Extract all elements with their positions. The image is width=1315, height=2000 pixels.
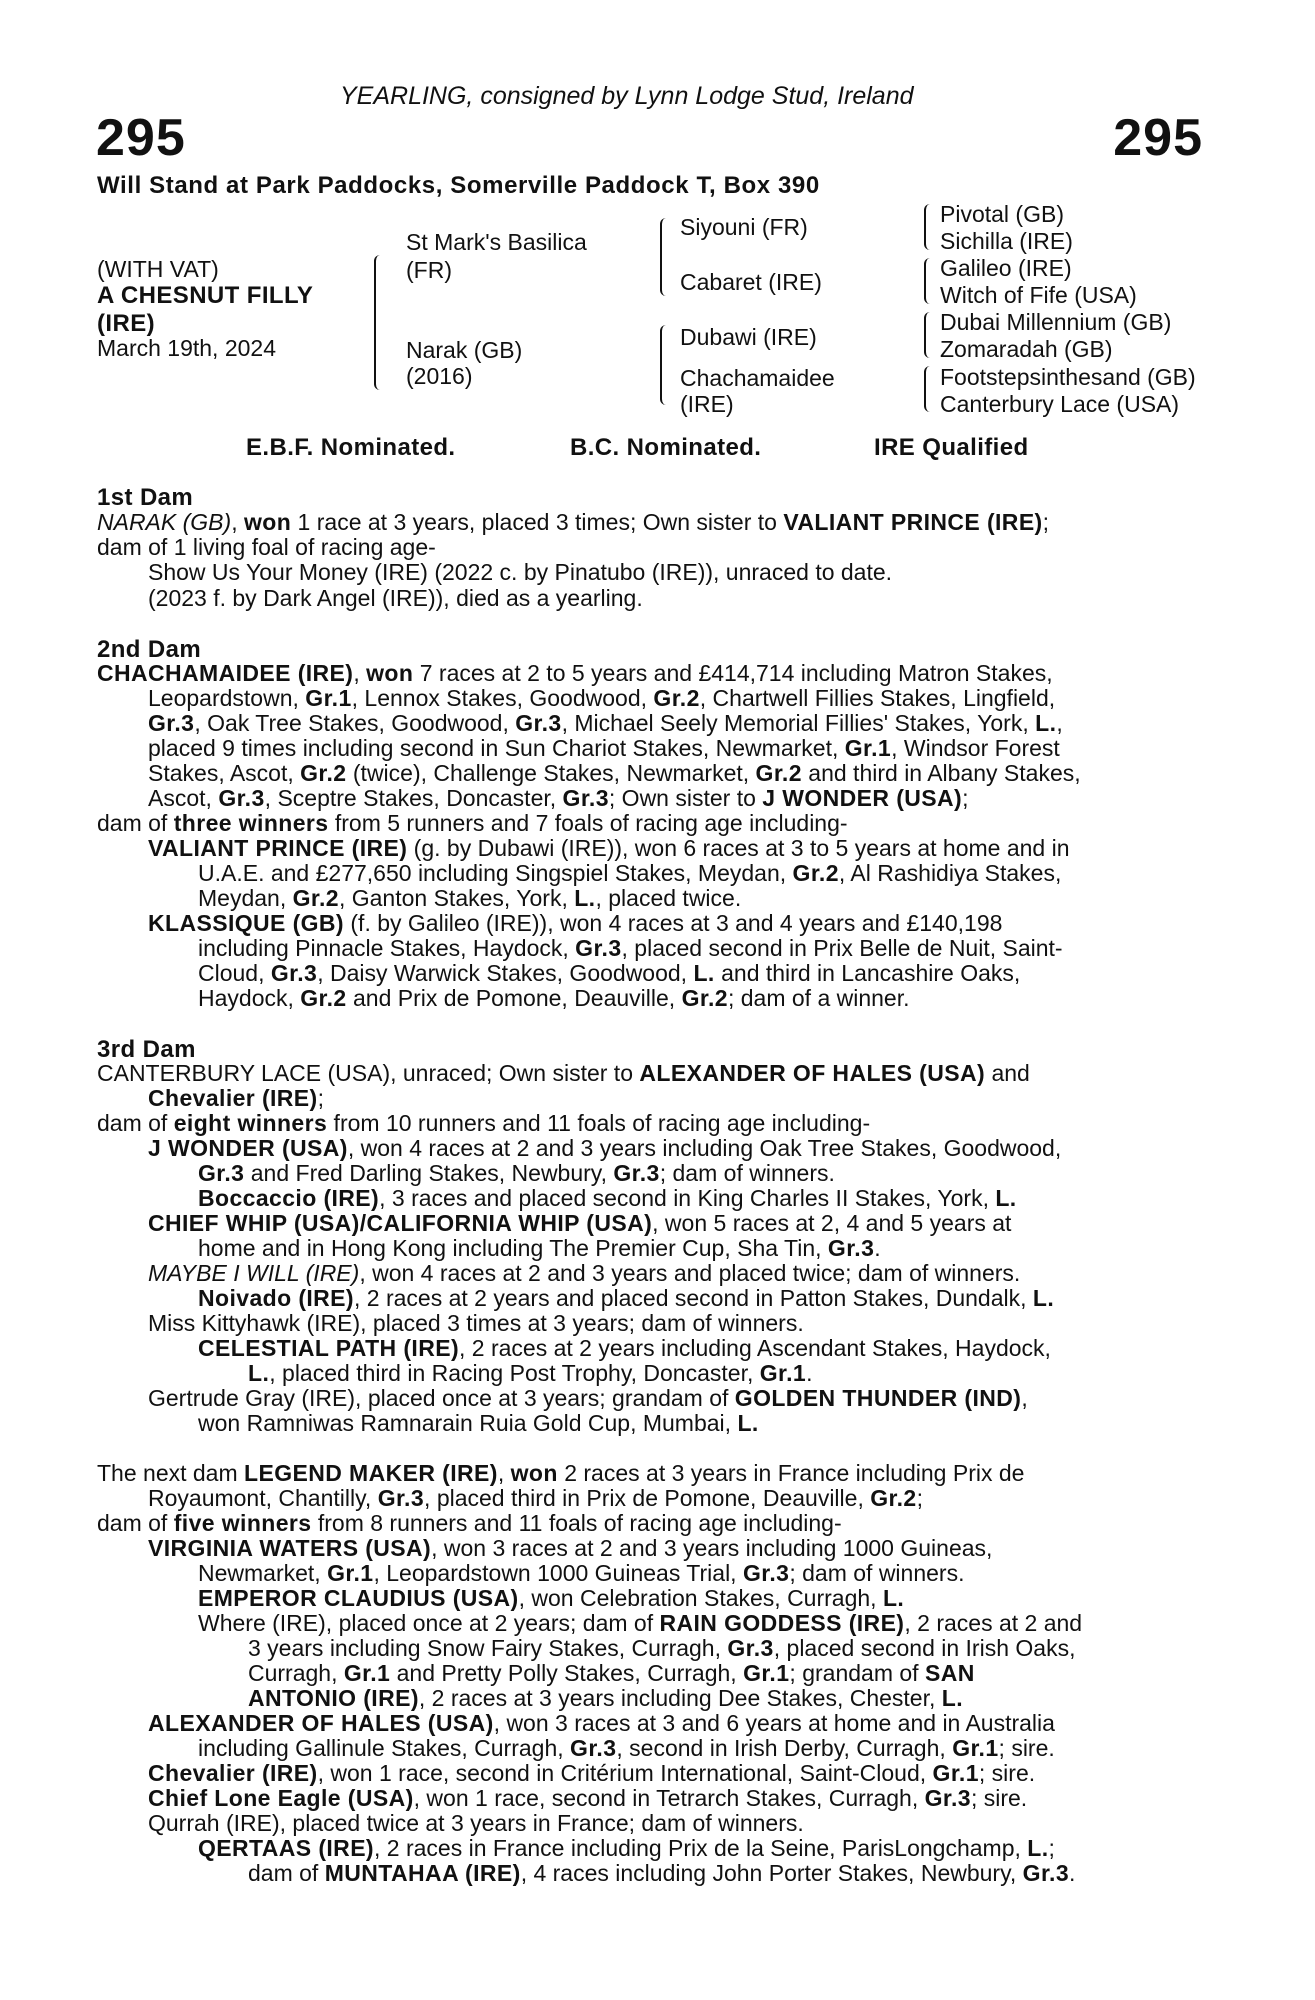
list-item: Chief Lone Eagle (USA), won 1 race, second in Tetrarch Stakes, Curragh, Gr.3; sire. bbox=[148, 1785, 1028, 1811]
vat-note: (WITH VAT) bbox=[97, 256, 219, 282]
ancestor-8: Canterbury Lace (USA) bbox=[940, 391, 1180, 417]
sires-sire: Siyouni (FR) bbox=[680, 214, 808, 240]
horse-name: A CHESNUT FILLY bbox=[97, 282, 314, 309]
brace-g12 bbox=[924, 204, 934, 250]
list-item: Noivado (IRE), 2 races at 2 years and placed second in Patton Stakes, Dundalk, L. bbox=[198, 1285, 1055, 1311]
list-item: J WONDER (USA), won 4 races at 2 and 3 years including Oak Tree Stakes, Goodwood, bbox=[148, 1135, 1062, 1161]
dams-dam: Chachamaidee bbox=[680, 365, 835, 391]
ancestor-5: Dubai Millennium (GB) bbox=[940, 309, 1172, 335]
dam-year: (2016) bbox=[406, 363, 473, 389]
bc-nomination: B.C. Nominated. bbox=[570, 434, 762, 461]
ancestor-3: Galileo (IRE) bbox=[940, 255, 1072, 281]
dam: Narak (GB) bbox=[406, 337, 523, 363]
consignment-header: YEARLING, consigned by Lynn Lodge Stud, Ireland bbox=[340, 82, 914, 110]
second-dam-text: CHACHAMAIDEE (IRE), won 7 races at 2 to 5 years and £414,714 including Matron Stakes, bbox=[97, 660, 1053, 686]
list-item: EMPEROR CLAUDIUS (USA), won Celebration Stakes, Curragh, L. bbox=[198, 1585, 905, 1611]
list-item: Chevalier (IRE), won 1 race, second in Critérium International, Saint-Cloud, Gr.1; sire. bbox=[148, 1760, 1036, 1786]
list-item: Gertrude Gray (IRE), placed once at 3 years; grandam of GOLDEN THUNDER (IND), bbox=[148, 1385, 1028, 1411]
dams-sire: Dubawi (IRE) bbox=[680, 324, 817, 350]
stand-location: Will Stand at Park Paddocks, Somerville Paddock T, Box 390 bbox=[97, 172, 820, 199]
first-dam-heading: 1st Dam bbox=[97, 484, 194, 511]
list-item: VALIANT PRINCE (IRE) (g. by Dubawi (IRE)), won 6 races at 3 to 5 years at home and in bbox=[148, 835, 1070, 861]
lot-number-right: 295 bbox=[1113, 109, 1203, 167]
lot-number-left: 295 bbox=[96, 109, 186, 167]
list-item: CHIEF WHIP (USA)/CALIFORNIA WHIP (USA), won 5 races at 2, 4 and 5 years at bbox=[148, 1210, 1012, 1236]
list-item: MAYBE I WILL (IRE), won 4 races at 2 and 3 years and placed twice; dam of winners. bbox=[148, 1260, 1021, 1286]
ebf-nomination: E.B.F. Nominated. bbox=[246, 434, 456, 461]
ancestor-4: Witch of Fife (USA) bbox=[940, 282, 1137, 308]
ancestor-6: Zomaradah (GB) bbox=[940, 336, 1113, 362]
list-item: QERTAAS (IRE), 2 races in France including Prix de la Seine, ParisLongchamp, L.; bbox=[198, 1835, 1055, 1861]
list-item: Miss Kittyhawk (IRE), placed 3 times at 3 years; dam of winners. bbox=[148, 1310, 804, 1336]
next-dam-text: The next dam LEGEND MAKER (IRE), won 2 races at 3 years in France including Prix de bbox=[97, 1460, 1025, 1486]
list-item: ALEXANDER OF HALES (USA), won 3 races at 3 and 6 years at home and in Australia bbox=[148, 1710, 1055, 1736]
brace-sire-line bbox=[660, 218, 670, 296]
brace-dam-line bbox=[660, 325, 670, 405]
list-item: VIRGINIA WATERS (USA), won 3 races at 2 and 3 years including 1000 Guineas, bbox=[148, 1535, 993, 1561]
second-dam-heading: 2nd Dam bbox=[97, 636, 202, 663]
foaling-date: March 19th, 2024 bbox=[97, 335, 277, 361]
list-item: Show Us Your Money (IRE) (2022 c. by Pinatubo (IRE)), unraced to date. bbox=[148, 559, 893, 585]
list-item: KLASSIQUE (GB) (f. by Galileo (IRE)), won 4 races at 3 and 4 years and £140,198 bbox=[148, 910, 1003, 936]
dams-dam-country: (IRE) bbox=[680, 391, 734, 417]
ancestor-7: Footstepsinthesand (GB) bbox=[940, 364, 1196, 390]
sire-country: (FR) bbox=[406, 257, 452, 283]
brace-g56 bbox=[924, 312, 934, 358]
sires-dam: Cabaret (IRE) bbox=[680, 269, 822, 295]
third-dam-text: CANTERBURY LACE (USA), unraced; Own sister to ALEXANDER OF HALES (USA) and bbox=[97, 1060, 1030, 1086]
list-item: (2023 f. by Dark Angel (IRE)), died as a yearling. bbox=[148, 585, 643, 611]
sire: St Mark's Basilica bbox=[406, 229, 587, 255]
list-item: Qurrah (IRE), placed twice at 3 years in France; dam of winners. bbox=[148, 1810, 804, 1836]
brace-g34 bbox=[924, 258, 934, 304]
list-item: CELESTIAL PATH (IRE), 2 races at 2 years including Ascendant Stakes, Haydock, bbox=[198, 1335, 1051, 1361]
third-dam-heading: 3rd Dam bbox=[97, 1036, 196, 1063]
list-item: Boccaccio (IRE), 3 races and placed second in King Charles II Stakes, York, L. bbox=[198, 1185, 1017, 1211]
ancestor-1: Pivotal (GB) bbox=[940, 201, 1064, 227]
horse-name-country: (IRE) bbox=[97, 310, 155, 337]
ancestor-2: Sichilla (IRE) bbox=[940, 228, 1073, 254]
brace-sire-dam bbox=[374, 255, 384, 390]
ire-qualified: IRE Qualified bbox=[874, 434, 1029, 461]
first-dam-text: NARAK (GB), won 1 race at 3 years, placed 3 times; Own sister to VALIANT PRINCE (IRE); bbox=[97, 509, 1050, 535]
list-item: Where (IRE), placed once at 2 years; dam of RAIN GODDESS (IRE), 2 races at 2 and bbox=[198, 1610, 1083, 1636]
brace-g78 bbox=[924, 366, 934, 412]
